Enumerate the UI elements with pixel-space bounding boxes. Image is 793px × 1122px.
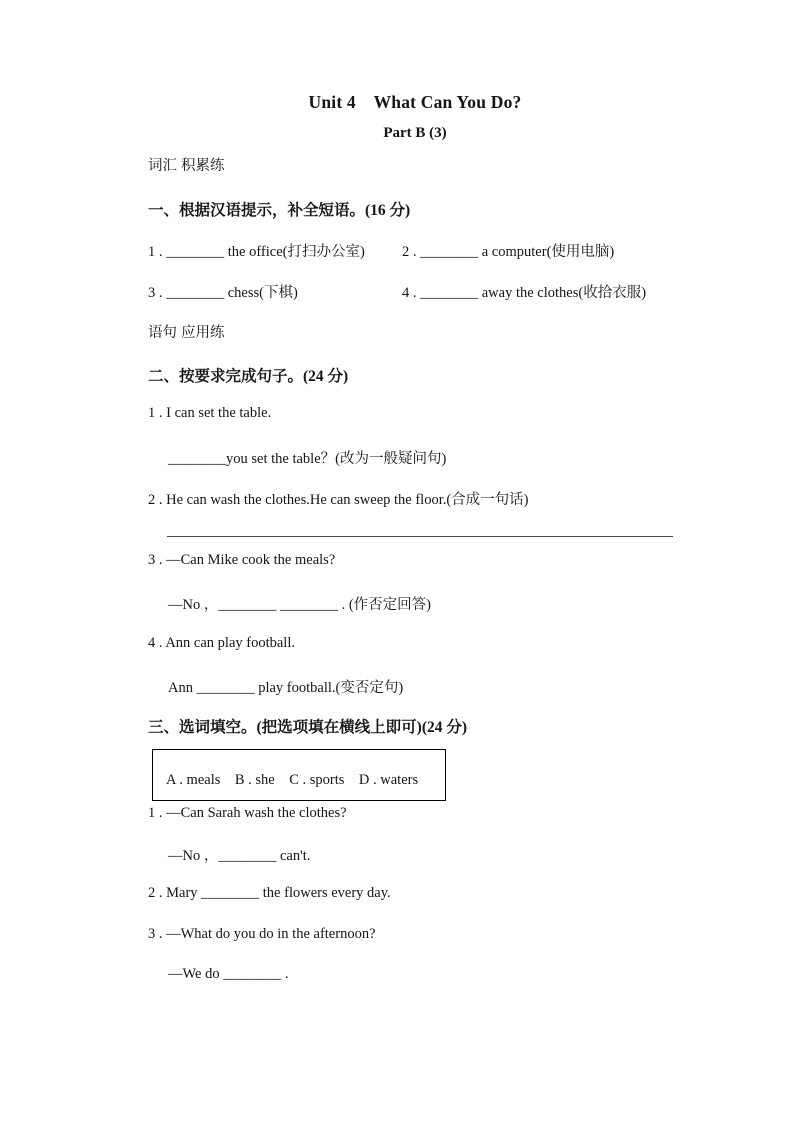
doc-subtitle: Part B (3) xyxy=(383,125,447,141)
section2-q4: 4 . Ann can play football. xyxy=(148,635,295,651)
section2-q3-answer: —No ，________ ________ . (作否定回答) xyxy=(168,597,432,613)
section3-q2: 2 . Mary ________ the flowers every day. xyxy=(148,885,391,901)
section3-heading: 三、选词填空。(把选项填在横线上即可)(24 分) xyxy=(148,719,468,736)
section2-q3: 3 . —Can Mike cook the meals? xyxy=(148,552,336,568)
word-bank-options: A . meals B . she C . sports D . waters xyxy=(166,772,419,788)
section2-heading: 二、按要求完成句子。(24 分) xyxy=(148,368,349,385)
section1-item-1: 1 . ________ the office(打扫办公室) xyxy=(148,244,365,260)
section3-q3: 3 . —What do you do in the afternoon? xyxy=(148,926,376,942)
answer-blank-line xyxy=(167,536,673,537)
section3-q3-answer: —We do ________ . xyxy=(168,966,289,982)
section2-q1: 1 . I can set the table. xyxy=(148,405,272,421)
section2-q4-rewrite: Ann ________ play football.(变否定句) xyxy=(168,680,404,696)
section3-q1-answer: —No ，________ can't. xyxy=(168,848,311,864)
section2-q2: 2 . He can wash the clothes.He can sweep the floor.(合成一句话) xyxy=(148,492,529,508)
section3-q1: 1 . —Can Sarah wash the clothes? xyxy=(148,805,347,821)
section2-q1-rewrite: ________you set the table？(改为一般疑问句) xyxy=(168,451,447,467)
section1-heading: 一、根据汉语提示，补全短语。(16 分) xyxy=(148,202,411,219)
section1-item-4: 4 . ________ away the clothes(收拾衣服) xyxy=(402,285,647,301)
section1-item-2: 2 . ________ a computer(使用电脑) xyxy=(402,244,615,260)
sentence-practice-label: 语句 应用练 xyxy=(148,325,225,341)
doc-title: Unit 4 What Can You Do? xyxy=(308,92,522,112)
vocab-practice-label: 词汇 积累练 xyxy=(148,158,225,174)
section1-item-3: 3 . ________ chess(下棋) xyxy=(148,285,298,301)
